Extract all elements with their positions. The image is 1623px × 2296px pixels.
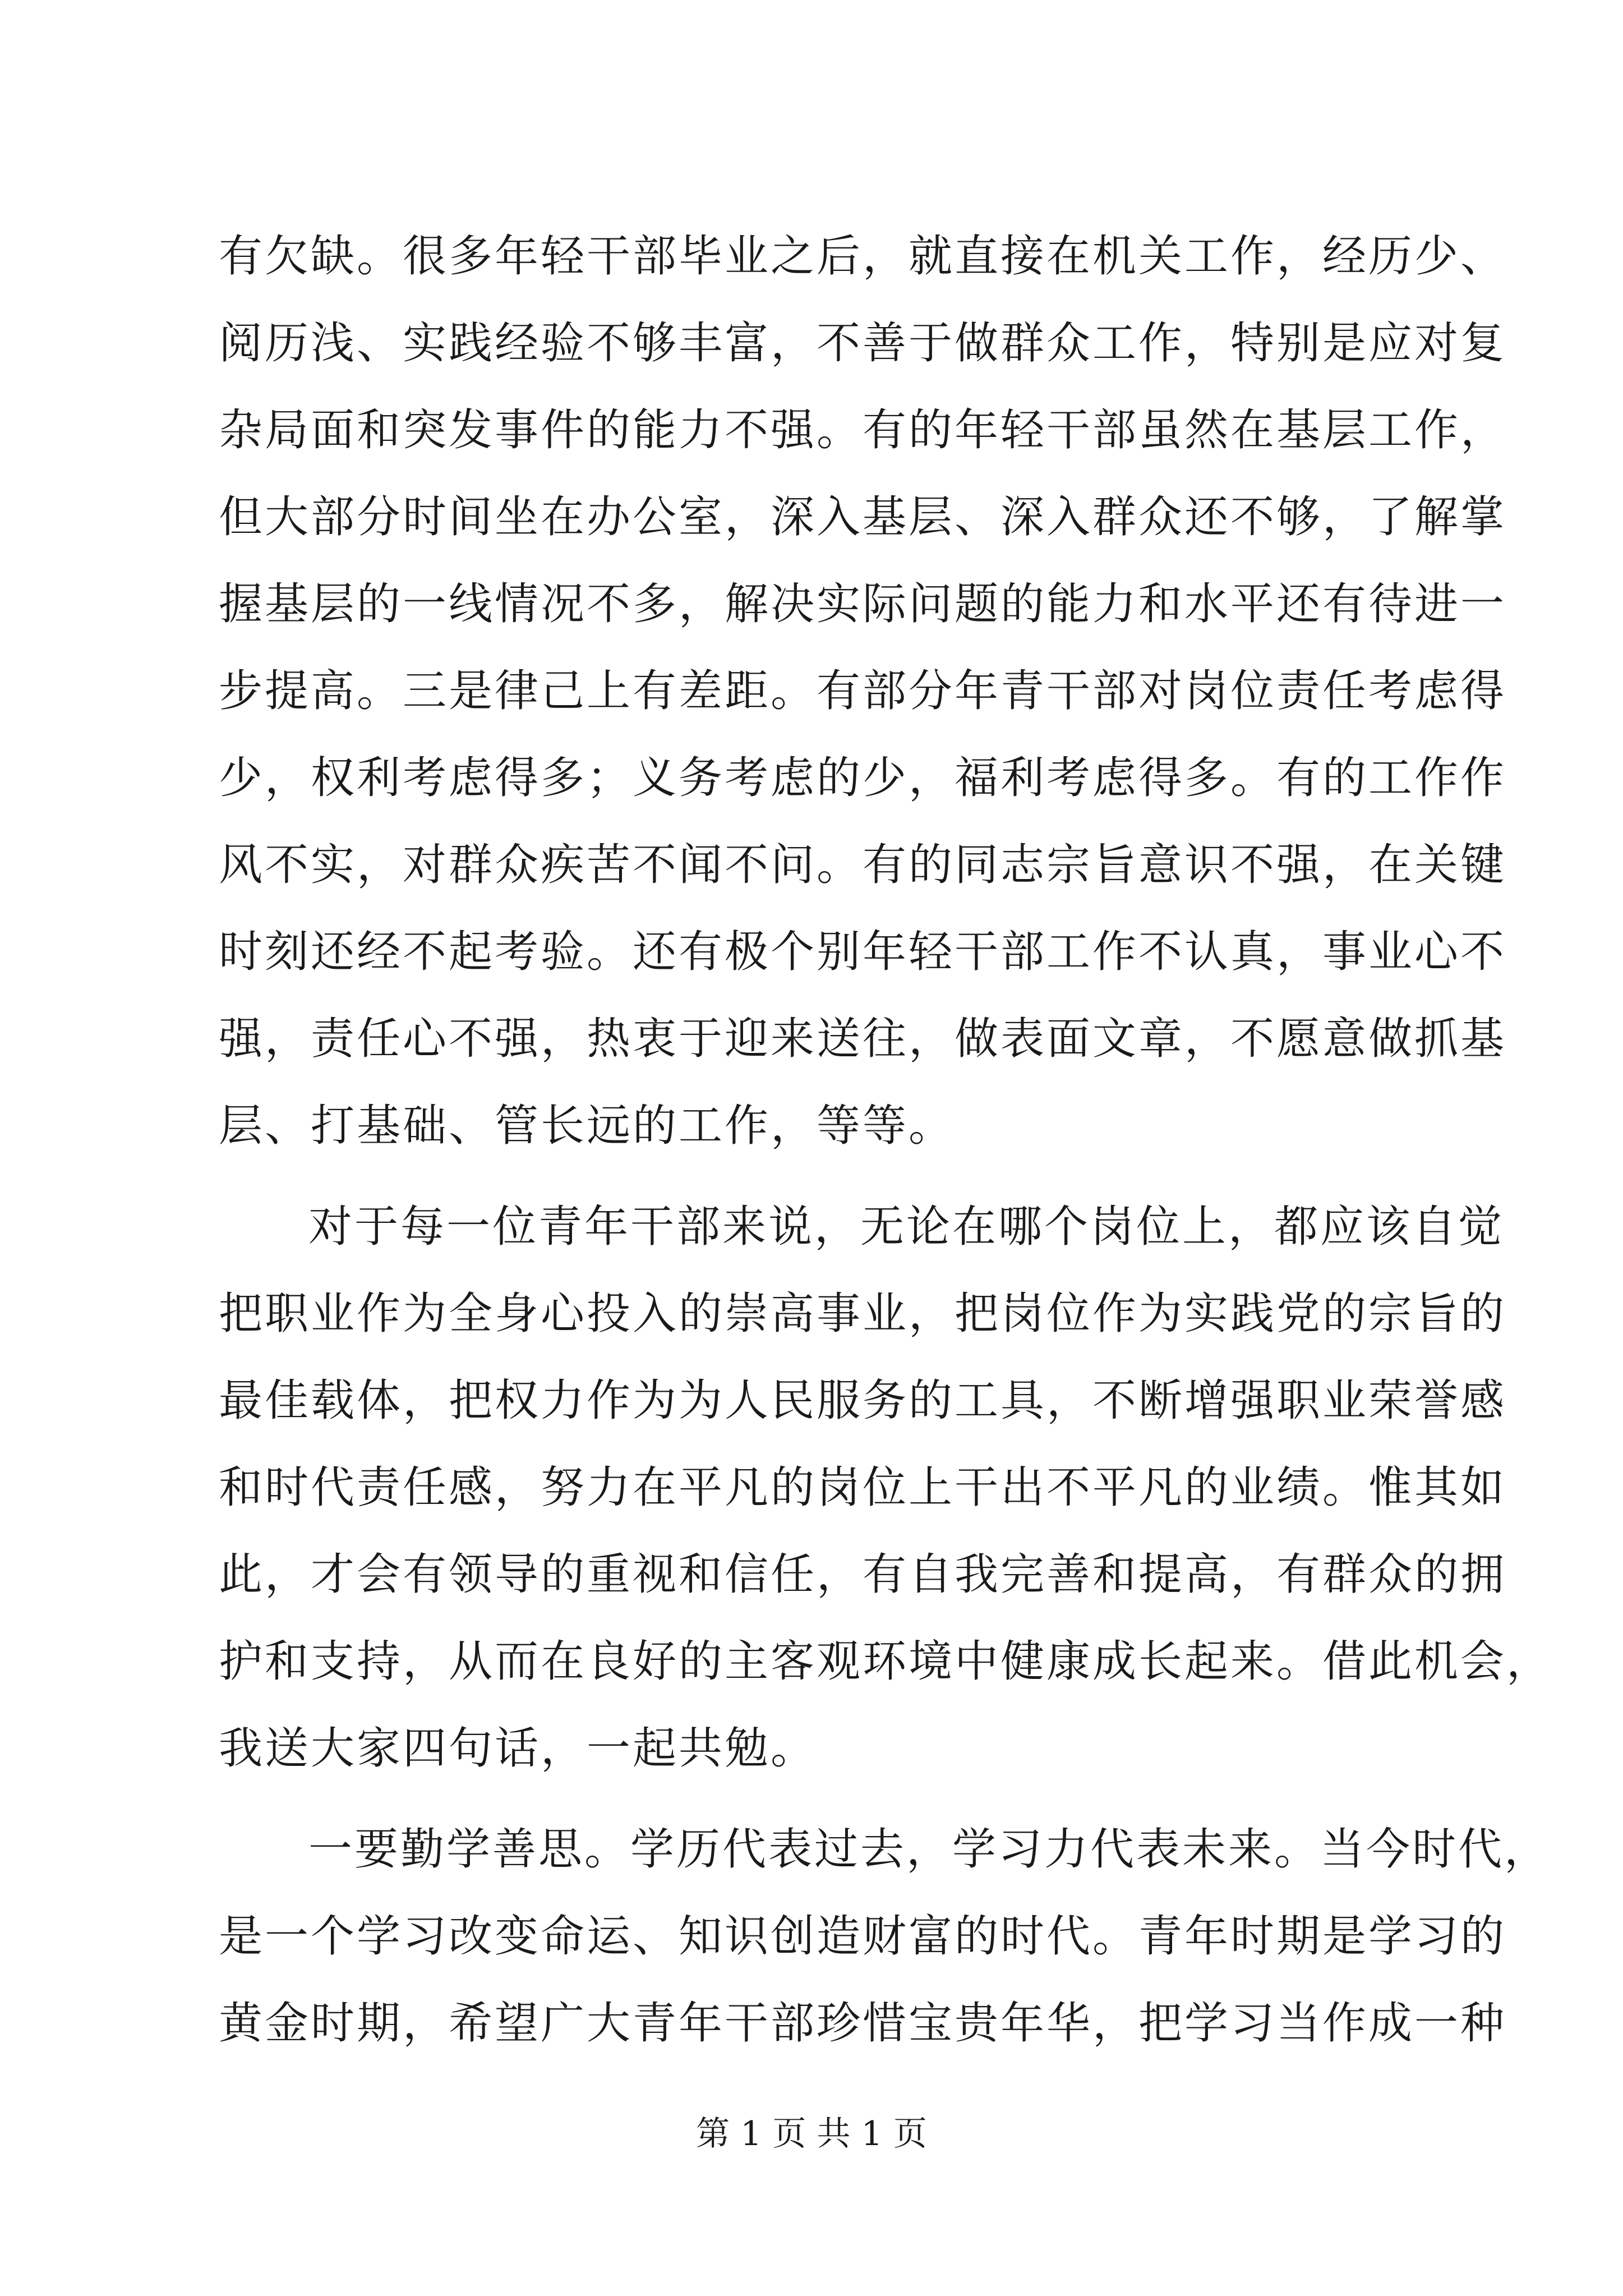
text-line: 握基层的一线情况不多，解决实际问题的能力和水平还有待进一 [219,579,1507,629]
text-line: 护和支持，从而在良好的主客观环境中健康成长起来。借此机会， [219,1636,1553,1687]
text-line: 少，权利考虑得多；义务考虑的少，福利考虑得多。有的工作作 [219,753,1507,803]
text-line: 有欠缺。很多年轻干部毕业之后，就直接在机关工作，经历少、 [219,231,1507,282]
paragraph-first-line: 一要勤学善思。学历代表过去，学习力代表未来。当今时代， [308,1824,1551,1875]
text-line: 但大部分时间坐在办公室，深入基层、深入群众还不够，了解掌 [219,492,1507,542]
text-line: 我送大家四句话，一起共勉。 [219,1723,817,1774]
text-line: 黄金时期，希望广大青年干部珍惜宝贵年华，把学习当作成一种 [219,1998,1507,2049]
page-number-footer: 第 1 页 共 1 页 [696,2114,927,2154]
text-line: 步提高。三是律己上有差距。有部分年青干部对岗位责任考虑得 [219,666,1507,716]
text-line: 层、打基础、管长远的工作，等等。 [219,1101,955,1151]
text-line: 把职业作为全身心投入的崇高事业，把岗位作为实践党的宗旨的 [219,1289,1507,1339]
text-line: 和时代责任感，努力在平凡的岗位上干出不平凡的业绩。惟其如 [219,1462,1507,1513]
text-line: 杂局面和突发事件的能力不强。有的年轻干部虽然在基层工作， [219,405,1507,455]
paragraph-first-line: 对于每一位青年干部来说，无论在哪个岗位上，都应该自觉 [308,1202,1505,1252]
text-line: 强，责任心不强，热衷于迎来送往，做表面文章，不愿意做抓基 [219,1014,1507,1064]
text-line: 风不实，对群众疾苦不闻不问。有的同志宗旨意识不强，在关键 [219,840,1507,890]
text-line: 是一个学习改变命运、知识创造财富的时代。青年时期是学习的 [219,1911,1507,1962]
text-line: 最佳载体，把权力作为为人民服务的工具，不断增强职业荣誉感 [219,1375,1507,1426]
text-line: 阅历浅、实践经验不够丰富，不善于做群众工作，特别是应对复 [219,318,1507,369]
document-body [219,220,1553,2074]
text-line: 时刻还经不起考验。还有极个别年轻干部工作不认真，事业心不 [219,927,1507,977]
text-line: 此，才会有领导的重视和信任，有自我完善和提高，有群众的拥 [219,1549,1507,1600]
